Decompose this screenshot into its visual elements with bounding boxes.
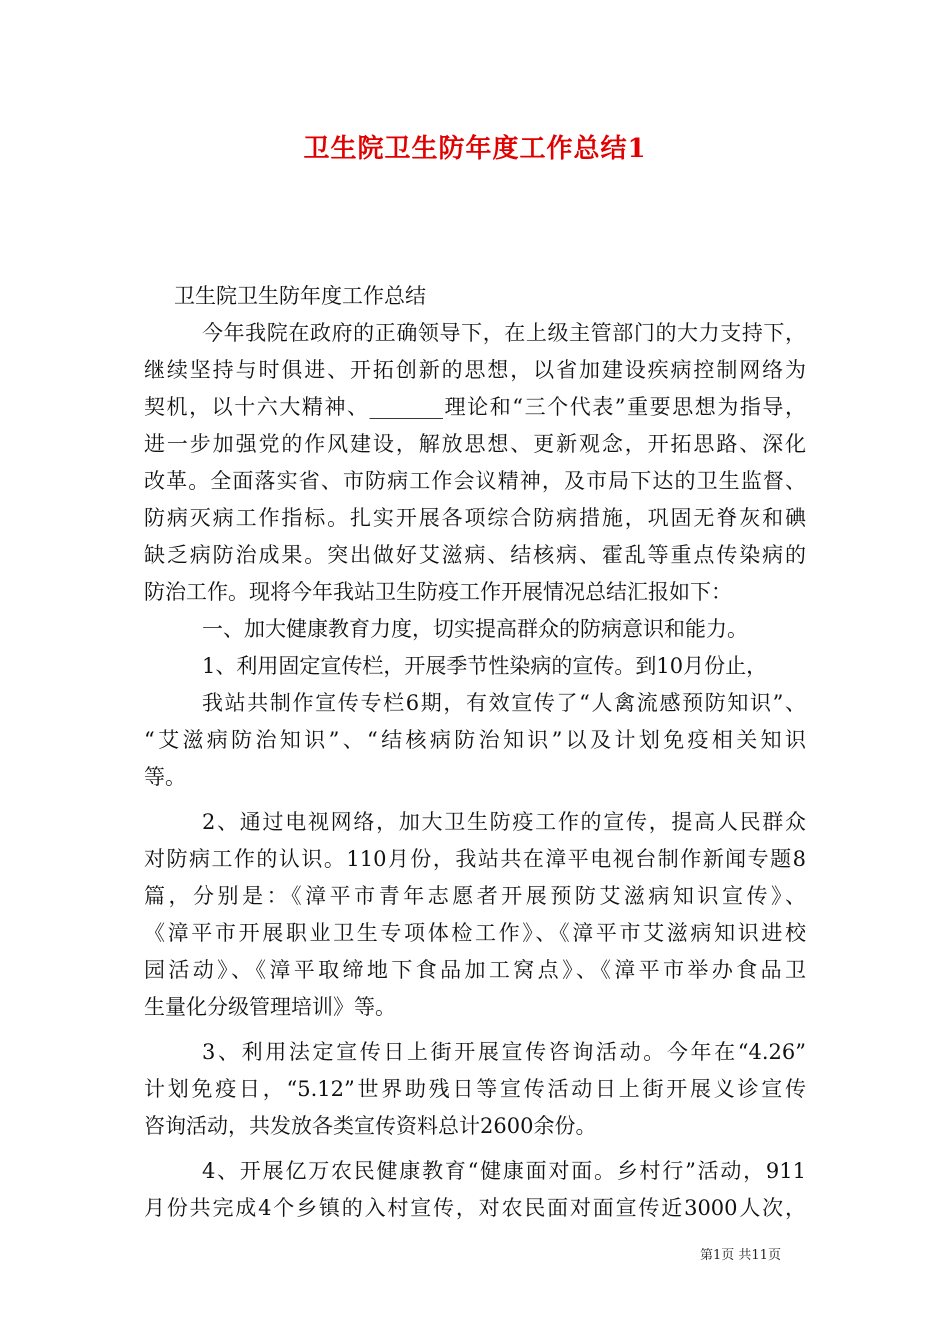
paragraph-line: 防治工作。现将今年我站卫生防疫工作开展情况总结汇报如下：	[144, 580, 732, 604]
paragraph-line: 咨询活动，共发放各类宣传资料总计2600余份。	[144, 1114, 597, 1138]
paragraph-line: 进一步加强党的作风建设，解放思想、更新观念，开拓思路、深化	[144, 432, 806, 456]
paragraph-line: 计划免疫日，“5.12”世界助残日等宣传活动日上街开展义诊宣传	[144, 1077, 806, 1101]
paragraph-line: 改革。全面落实省、市防病工作会议精神，及市局下达的卫生监督、	[144, 469, 806, 493]
paragraph-line: “艾滋病防治知识”、“结核病防治知识”以及计划免疫相关知识	[144, 728, 806, 752]
paragraph-line: 防病灭病工作指标。扎实开展各项综合防病措施，巩固无脊灰和碘	[144, 506, 806, 530]
paragraph-line: 生量化分级管理培训》等。	[144, 995, 396, 1019]
paragraph-line: 园活动》、《漳平取缔地下食品加工窝点》、《漳平市举办食品卫	[144, 958, 806, 982]
document-body	[144, 278, 806, 1227]
paragraph-line: 篇，分别是：《漳平市青年志愿者开展预防艾滋病知识宣传》、	[144, 884, 806, 908]
paragraph-line: 《漳平市开展职业卫生专项体检工作》、《漳平市艾滋病知识进校	[144, 921, 806, 945]
page-number: 第1页 共11页	[700, 1248, 781, 1263]
paragraph-line: 今年我院在政府的正确领导下，在上级主管部门的大力支持下，	[202, 321, 806, 345]
paragraph-line: 对防病工作的认识。110月份，我站共在漳平电视台制作新闻专题8	[144, 847, 806, 871]
paragraph-line: 月份共完成4个乡镇的入村宣传，对农民面对面宣传近3000人次，	[144, 1196, 806, 1220]
body-heading: 卫生院卫生防年度工作总结	[174, 284, 426, 308]
paragraph-line: 契机，以十六大精神、_______理论和“三个代表”重要思想为指导，	[144, 395, 806, 419]
paragraph-line: 继续坚持与时俱进、开拓创新的思想，以省加建设疾病控制网络为	[144, 358, 806, 382]
document-title: 卫生院卫生防年度工作总结1	[303, 134, 647, 164]
section-heading: 一、加大健康教育力度，切实提高群众的防病意识和能力。	[202, 617, 748, 641]
paragraph-line: 4、开展亿万农民健康教育“健康面对面。乡村行”活动，911	[202, 1159, 806, 1183]
paragraph-line: 等。	[144, 765, 186, 789]
paragraph-line: 1、利用固定宣传栏，开展季节性染病的宣传。到10月份止，	[202, 654, 768, 678]
paragraph-line: 缺乏病防治成果。突出做好艾滋病、结核病、霍乱等重点传染病的	[144, 543, 806, 567]
paragraph-line: 我站共制作宣传专栏6期，有效宣传了“人禽流感预防知识”、	[202, 691, 806, 715]
paragraph-line: 2、通过电视网络，加大卫生防疫工作的宣传，提高人民群众	[202, 810, 806, 834]
paragraph-line: 3、利用法定宣传日上街开展宣传咨询活动。今年在“4.26”	[202, 1040, 806, 1064]
